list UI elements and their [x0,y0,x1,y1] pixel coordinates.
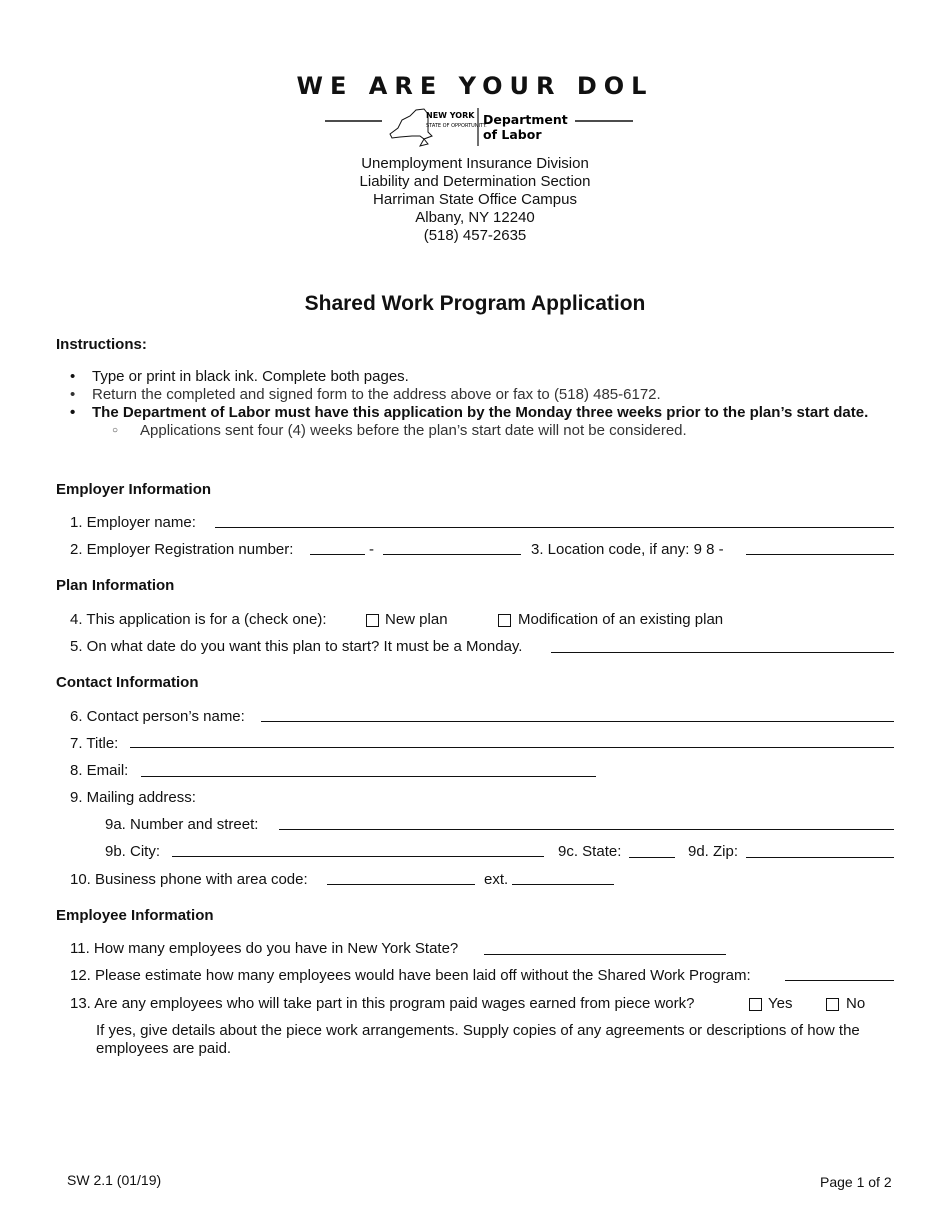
page-number: Page 1 of 2 [820,1174,892,1190]
new-plan-label: New plan [385,611,448,628]
location-code-label: 3. Location code, if any: 9 8 - [531,541,724,558]
form-id: SW 2.1 (01/19) [67,1172,162,1188]
page-title: Shared Work Program Application [304,292,646,315]
tagline: WE ARE YOUR DOL [296,72,654,100]
state-label: 9c. State: [558,843,622,860]
contact-section-heading: Contact Information [56,674,199,691]
registration-number-field-1[interactable] [310,554,365,555]
ext-label: ext. [484,871,509,888]
title-label: 7. Title: [70,735,119,752]
state-field[interactable] [629,857,675,858]
registration-number-field-2[interactable] [383,554,521,555]
piece-work-label: 13. Are any employees who will take part in this program paid wages earned from piece work? [70,995,695,1012]
business-phone-field[interactable] [327,884,475,885]
agency-address [0,155,950,245]
employer-name-row [0,514,950,536]
email-field[interactable] [141,776,596,777]
employee-count-label: 11. How many employees do you have in New York State? [70,940,459,957]
layoff-estimate-label: 12. Please estimate how many employees would have been laid off without the Shared Work Program: [70,967,751,984]
street-field[interactable] [279,829,894,830]
modification-plan-label: Modification of an existing plan [518,611,724,628]
contact-name-label: 6. Contact person’s name: [70,708,245,725]
nys-dol-logo [320,106,636,150]
employer-name-field[interactable] [215,527,894,528]
mailing-address-label: 9. Mailing address: [70,789,196,806]
employer-section-heading: Employer Information [56,481,212,498]
piece-work-row [0,995,950,1017]
list-item: • The Department of Labor must have this application by the Monday three weeks prior to the plan’s start date. [70,404,890,422]
piece-work-yes-checkbox[interactable] [749,998,762,1011]
list-item: • Type or print in black ink. Complete both pages. [70,368,890,386]
zip-label: 9d. Zip: [688,843,739,860]
employer-registration-row [0,541,950,563]
employee-section-heading: Employee Information [56,907,214,924]
contact-name-row [0,708,950,730]
logo-dept-1: Department [483,112,568,127]
layoff-estimate-row [0,967,950,989]
instructions-heading: Instructions: [56,336,147,353]
street-label: 9a. Number and street: [105,816,259,833]
registration-dash: - [369,541,374,558]
title-row [0,735,950,757]
new-plan-checkbox[interactable] [366,614,379,627]
piece-work-yes-label: Yes [768,995,793,1012]
ext-field[interactable] [512,884,614,885]
plan-type-row [0,611,950,633]
piece-work-no-checkbox[interactable] [826,998,839,1011]
logo-state-bottom: STATE OF OPPORTUNITY. [426,123,487,129]
mailing-address-row [0,789,950,811]
address-line: Harriman State Office Campus [373,191,577,208]
business-phone-row [0,871,950,893]
title-field[interactable] [130,747,894,748]
contact-name-field[interactable] [261,721,894,722]
city-label: 9b. City: [105,843,161,860]
employee-count-field[interactable] [484,954,726,955]
city-state-zip-row [0,843,950,865]
logo-dept-2: of Labor [483,127,542,142]
zip-field[interactable] [746,857,894,858]
address-line: (518) 457-2635 [423,227,527,244]
email-row [0,762,950,784]
layoff-estimate-field[interactable] [785,980,894,981]
plan-type-label: 4. This application is for a (check one): [70,611,327,628]
street-row [0,816,950,838]
list-item: • Return the completed and signed form to the address above or fax to (518) 485-6172. [70,386,890,404]
logo-state-top: NEW YORK [426,111,475,120]
plan-start-label: 5. On what date do you want this plan to start? It must be a Monday. [70,638,523,655]
email-label: 8. Email: [70,762,129,779]
registration-number-label: 2. Employer Registration number: [70,541,294,558]
list-item: ○ Applications sent four (4) weeks before the plan’s start date will not be considered. [70,422,890,440]
plan-start-row [0,638,950,660]
plan-start-date-field[interactable] [551,652,894,653]
address-line: Liability and Determination Section [359,173,591,190]
city-field[interactable] [172,856,544,857]
instructions-list [70,368,890,440]
address-line: Unemployment Insurance Division [361,155,589,172]
business-phone-label: 10. Business phone with area code: [70,871,308,888]
piece-work-details-text: If yes, give details about the piece work arrangements. Supply copies of any agreements or descriptions of how the employees are paid. [96,1022,860,1057]
employee-count-row [0,940,950,962]
piece-work-no-label: No [846,995,866,1012]
employer-name-label: 1. Employer name: [70,514,196,531]
plan-section-heading: Plan Information [56,577,175,594]
modification-plan-checkbox[interactable] [498,614,511,627]
address-line: Albany, NY 12240 [415,209,535,226]
location-code-field[interactable] [746,554,894,555]
